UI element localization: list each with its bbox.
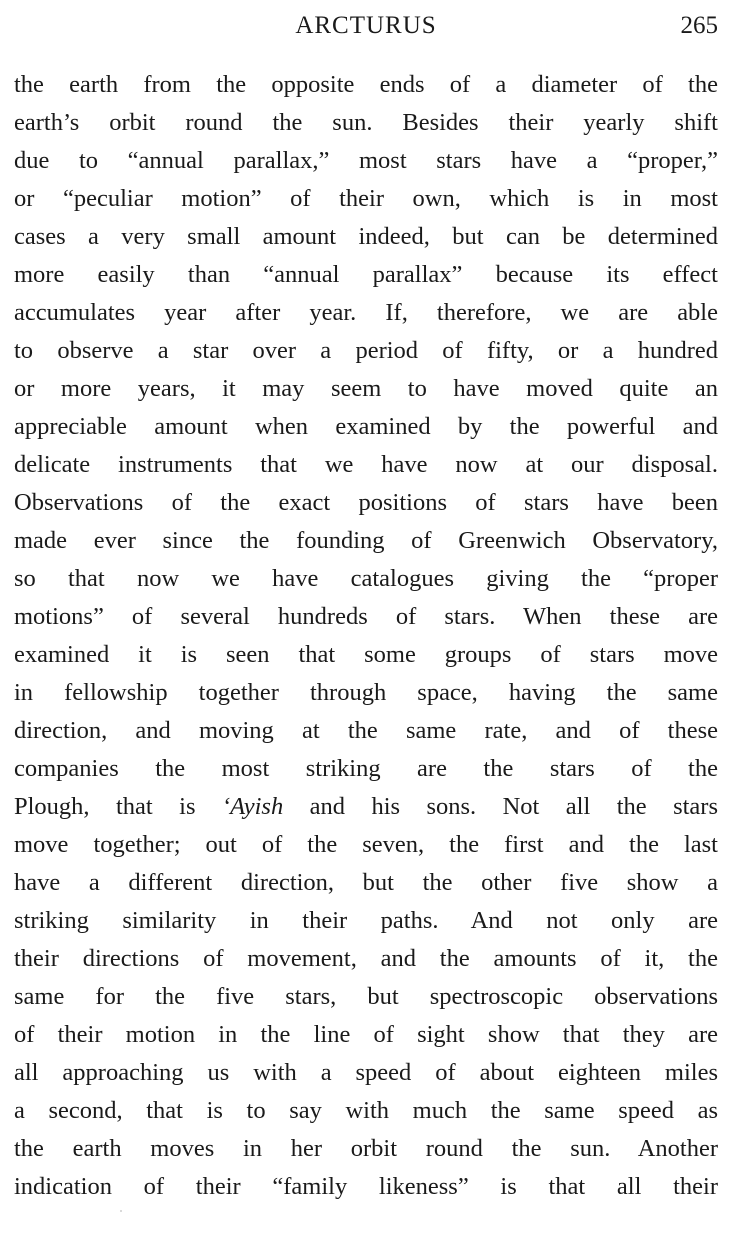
text-line: in fellowship together through space, having the same [14,679,718,706]
paper-speck [120,1210,122,1212]
text-line: delicate instruments that we have now at our disposal. [14,451,718,478]
text-line: a second, that is to say with much the same speed as [14,1097,718,1124]
text-line: accumulates year after year. If, therefore, we are able [14,299,718,326]
text-line: or “peculiar motion” of their own, which is in most [14,185,718,212]
text-line: due to “annual parallax,” most stars have a “proper,” [14,147,718,174]
text-line: companies the most striking are the stars of the [14,755,718,782]
text-line: examined it is seen that some groups of stars move [14,641,718,668]
text-line: move together; out of the seven, the first and the last [14,831,718,858]
body-paragraph [14,66,718,1206]
text-line: direction, and moving at the same rate, and of these [14,717,718,744]
text-line: have a different direction, but the other five show a [14,869,718,896]
text-line: earth’s orbit round the sun. Besides their yearly shift [14,109,718,136]
text-line: cases a very small amount indeed, but can be determined [14,223,718,250]
text-line: the earth from the opposite ends of a diameter of the [14,71,718,98]
text-line: indication of their “family likeness” is that all their [14,1173,718,1200]
text-line: made ever since the founding of Greenwich Observatory, [14,527,718,554]
running-title: ARCTURUS [295,12,437,39]
text-line: to observe a star over a period of fifty, or a hundred [14,337,718,364]
text-line: more easily than “annual parallax” because its effect [14,261,718,288]
text-line: the earth moves in her orbit round the sun. Another [14,1135,718,1162]
text-line: or more years, it may seem to have moved quite an [14,375,718,402]
line-text-after: and his sons. Not all the stars [283,793,718,820]
page-number: 265 [680,12,718,39]
text-line: their directions of movement, and the amounts of it, the [14,945,718,972]
line-text-before: Plough, that is [14,793,222,820]
text-line: so that now we have catalogues giving the “proper [14,565,718,592]
text-line: striking similarity in their paths. And not only are [14,907,718,934]
text-line-with-italic [14,788,718,826]
text-line: same for the five stars, but spectroscopic observations [14,983,718,1010]
text-line: of their motion in the line of sight show that they are [14,1021,718,1048]
italic-name-ayish: ‘Ayish [221,793,284,820]
text-line: appreciable amount when examined by the powerful and [14,413,718,440]
text-line: Observations of the exact positions of stars have been [14,489,718,516]
running-head [14,8,718,44]
text-line: all approaching us with a speed of about eighteen miles [14,1059,718,1086]
text-line: motions” of several hundreds of stars. When these are [14,603,718,630]
